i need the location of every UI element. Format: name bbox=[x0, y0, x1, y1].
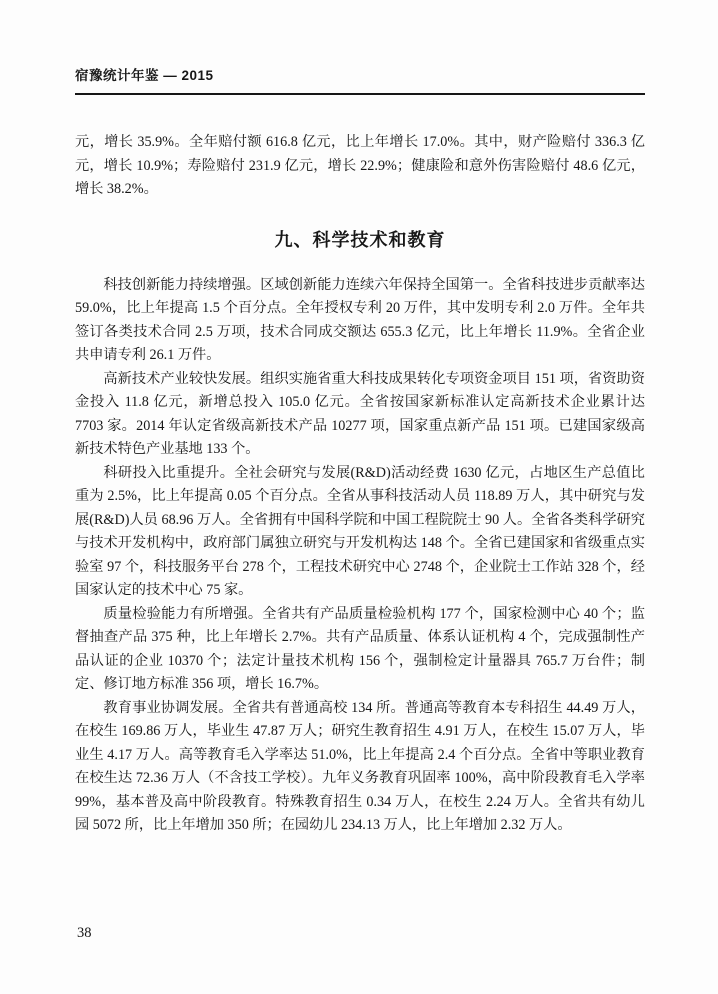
section-heading: 九、科学技术和教育 bbox=[274, 229, 446, 250]
paragraph-education: 教育事业协调发展。全省共有普通高校 134 所。普通高等教育本专科招生 44.49 万人，在校生 169.86 万人，毕业生 47.87 万人；研究生教育招生 4.91 万人，在校生 15.07 万人，毕业生 4.17 万人。高等教育毛入学率达 51.0%，比上年提高 2.4 个百分点。全省中等职业教育在校生达 72.36 万人（不含技工学校）。九年义务教育巩固率 100%，高中阶段教育毛入学率 99%，基本普及高中阶段教育。特殊教育招生 0.34 万人，在校生 2.24 万人。全省共有幼儿园 5072 所，比上年增加 350 所；在园幼儿 234.13 万人，比上年增加 2.32 万人。 bbox=[75, 699, 645, 833]
running-head: 宿豫统计年鉴 — 2015 bbox=[75, 64, 645, 95]
page-number: 38 bbox=[77, 925, 92, 941]
paragraph-rd-investment: 科研投入比重提升。全社会研究与发展(R&D)活动经费 1630 亿元，占地区生产总值比重为 2.5%，比上年提高 0.05 个百分点。全省从事科技活动人员 118.89 万人，其中研究与发展(R&D)人员 68.96 万人。全省拥有中国科学院和中国工程院院士 90 人。全省各类科学研究与技术开发机构中，政府部门属独立研究与开发机构达 148 个。全省已建国家和省级重点实验室 97 个，科技服务平台 278 个，工程技术研究中心 2748 个，企业院士工作站 328 个，经国家认定的技术中心 75 家。 bbox=[75, 464, 645, 598]
paragraph-quality-inspection: 质量检验能力有所增强。全省共有产品质量检验机构 177 个，国家检测中心 40 个；监督抽查产品 375 种，比上年增长 2.7%。共有产品质量、体系认证机构 4 个，完成强制性产品认证的企业 10370 个；法定计量技术机构 156 个，强制检定计量器具 765.7 万台件；制定、修订地方标准 356 项，增长 16.7%。 bbox=[75, 605, 645, 692]
paragraph-hightech-industry: 高新技术产业较快发展。组织实施省重大科技成果转化专项资金项目 151 项，省资助资金投入 11.8 亿元，新增总投入 105.0 亿元。全省按国家新标准认定高新技术企业累计达 7703 家。2014 年认定省级高新技术产品 10277 项，国家重点新产品 151 项。已建国家级高新技术特色产业基地 133 个。 bbox=[75, 370, 645, 457]
paragraph-science-innovation: 科技创新能力持续增强。区域创新能力连续六年保持全国第一。全省科技进步贡献率达 59.0%，比上年提高 1.5 个百分点。全年授权专利 20 万件，其中发明专利 2.0 万件。全年共签订各类技术合同 2.5 万项，技术合同成交额达 655.3 亿元，比上年增长 11.9%。全省企业共申请专利 26.1 万件。 bbox=[75, 276, 645, 363]
paragraph-insurance-continuation: 元，增长 35.9%。全年赔付额 616.8 亿元，比上年增长 17.0%。其中，财产险赔付 336.3 亿元，增长 10.9%；寿险赔付 231.9 亿元，增长 22.9%；健康险和意外伤害险赔付 48.6 亿元，增长 38.2%。 bbox=[75, 134, 645, 197]
page-body bbox=[75, 131, 645, 838]
